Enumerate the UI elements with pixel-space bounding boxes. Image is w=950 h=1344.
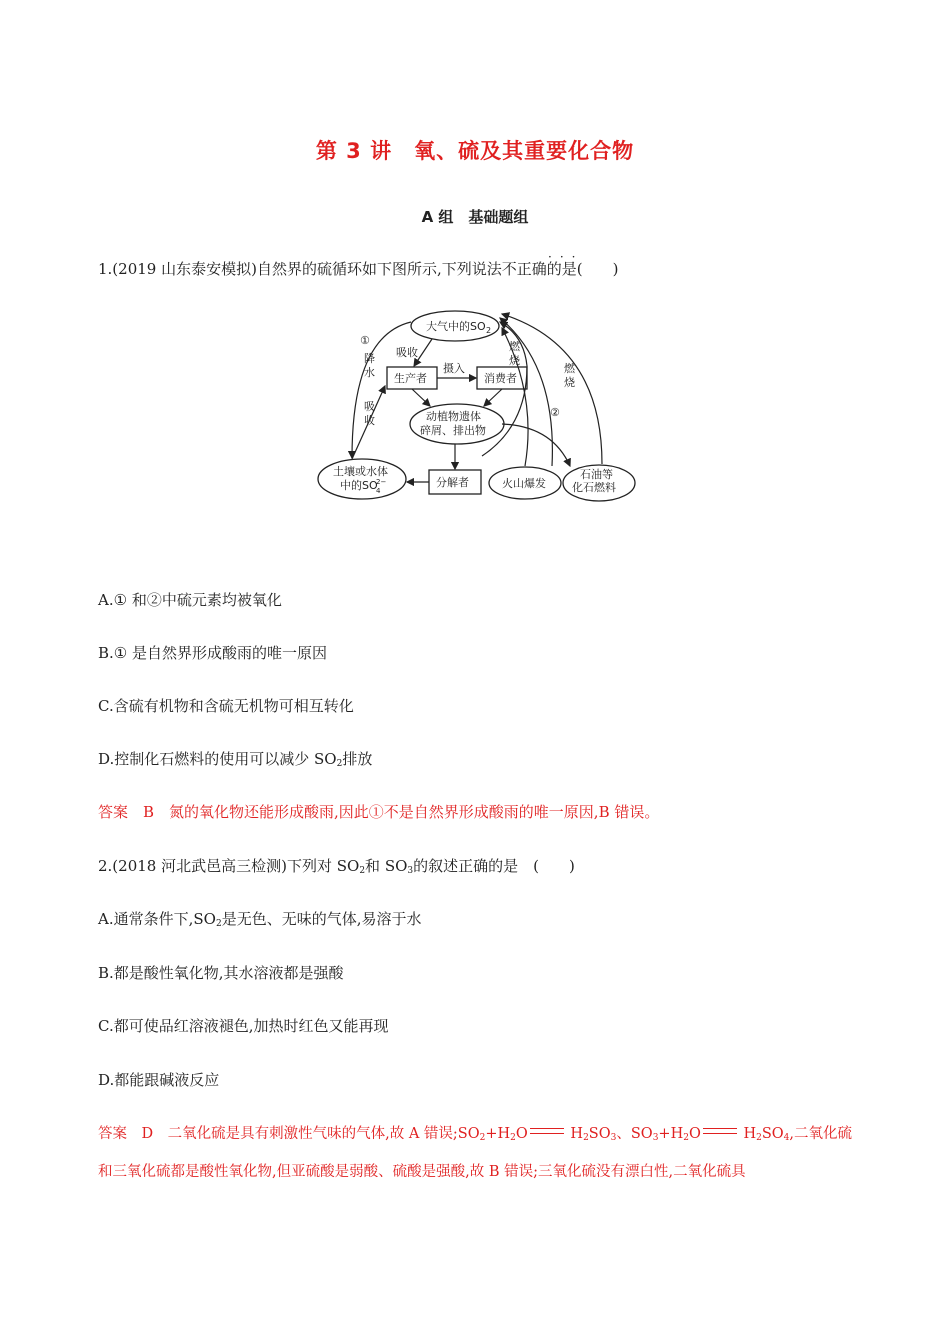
svg-text:燃: 燃: [509, 340, 520, 353]
question-1-option-d: D.控制化石燃料的使用可以减少 $SO_2$排放: [98, 750, 373, 769]
question-1-option-c: C.含硫有机物和含硫无机物可相互转化: [98, 697, 354, 715]
svg-text:烧: 烧: [564, 376, 575, 389]
equals-sign: [703, 1128, 737, 1134]
question-1-option-a: A.① 和②中硫元素均被氧化: [98, 591, 282, 609]
mark-2: ②: [550, 406, 560, 419]
fossil-label-1: 石油等: [580, 468, 613, 481]
decomposer-label: 分解者: [436, 476, 469, 489]
svg-text:烧: 烧: [509, 354, 520, 367]
question-2-option-c: C.都可使品红溶液褪色,加热时红色又能再现: [98, 1017, 389, 1035]
emphasis-dots: ···: [548, 250, 584, 264]
question-2-option-a: A.通常条件下$,SO_2$是无色、无味的气体,易溶于水: [98, 910, 422, 929]
absorb-label: 吸收: [396, 346, 418, 359]
svg-text:收: 收: [364, 414, 375, 427]
soil-label-2: 中的SO: [340, 479, 378, 492]
volcano-label: 火山爆发: [502, 477, 546, 490]
ingest-label: 摄入: [443, 362, 465, 375]
question-2-answer-line-1: 答案 D 二氧化硫是具有刺激性气味的气体,故 A 错误$;SO_2+H_2O$ $H_2SO_3$、$SO_3+H_2O$ $H_2SO_4$,二氧化硫: [98, 1126, 853, 1143]
svg-text:降: 降: [364, 352, 375, 365]
question-1-option-b: B.① 是自然界形成酸雨的唯一原因: [98, 644, 328, 662]
question-2-option-b: B.都是酸性氧化物,其水溶液都是强酸: [98, 964, 344, 982]
producer-label: 生产者: [394, 372, 427, 385]
question-2-stem: 2.(2018 河北武邑高三检测)下列对 $SO_2$和 $SO_3$的叙述正确的是 ( ): [98, 857, 575, 876]
question-1-stem: 1.(2019 山东泰安模拟)自然界的硫循环如下图所示,下列说法不正确的是( ): [98, 260, 619, 278]
svg-text:燃: 燃: [564, 362, 575, 375]
section-subtitle: A 组 基础题组: [421, 208, 529, 226]
svg-text:吸: 吸: [364, 400, 375, 413]
svg-text:2−: 2−: [376, 478, 387, 486]
question-2-answer-line-2: 和三氧化硫都是酸性氧化物,但亚硫酸是弱酸、硫酸是强酸,故 B 错误;三氧化硫没有漂白性,二氧化硫具: [98, 1164, 746, 1180]
svg-text:水: 水: [364, 366, 375, 379]
svg-text:4: 4: [376, 487, 381, 495]
svg-text:2: 2: [486, 326, 492, 335]
air-so2-label: 大气中的SO: [426, 320, 486, 333]
sulfur-cycle-diagram: [312, 306, 642, 506]
equals-sign: [530, 1128, 564, 1134]
remains-label-2: 碎屑、排出物: [420, 424, 486, 437]
page-title: 第 3 讲 氧、硫及其重要化合物: [315, 139, 635, 163]
question-2-option-d: D.都能跟碱液反应: [98, 1071, 220, 1089]
soil-label-1: 土壤或水体: [333, 465, 388, 478]
mark-1: ①: [360, 334, 370, 347]
question-1-answer: 答案 B 氮的氧化物还能形成酸雨,因此①不是自然界形成酸雨的唯一原因,B 错误。: [98, 803, 660, 821]
consumer-label: 消费者: [484, 372, 517, 385]
fossil-label-2: 化石燃料: [572, 481, 616, 494]
remains-label-1: 动植物遗体: [426, 410, 481, 423]
